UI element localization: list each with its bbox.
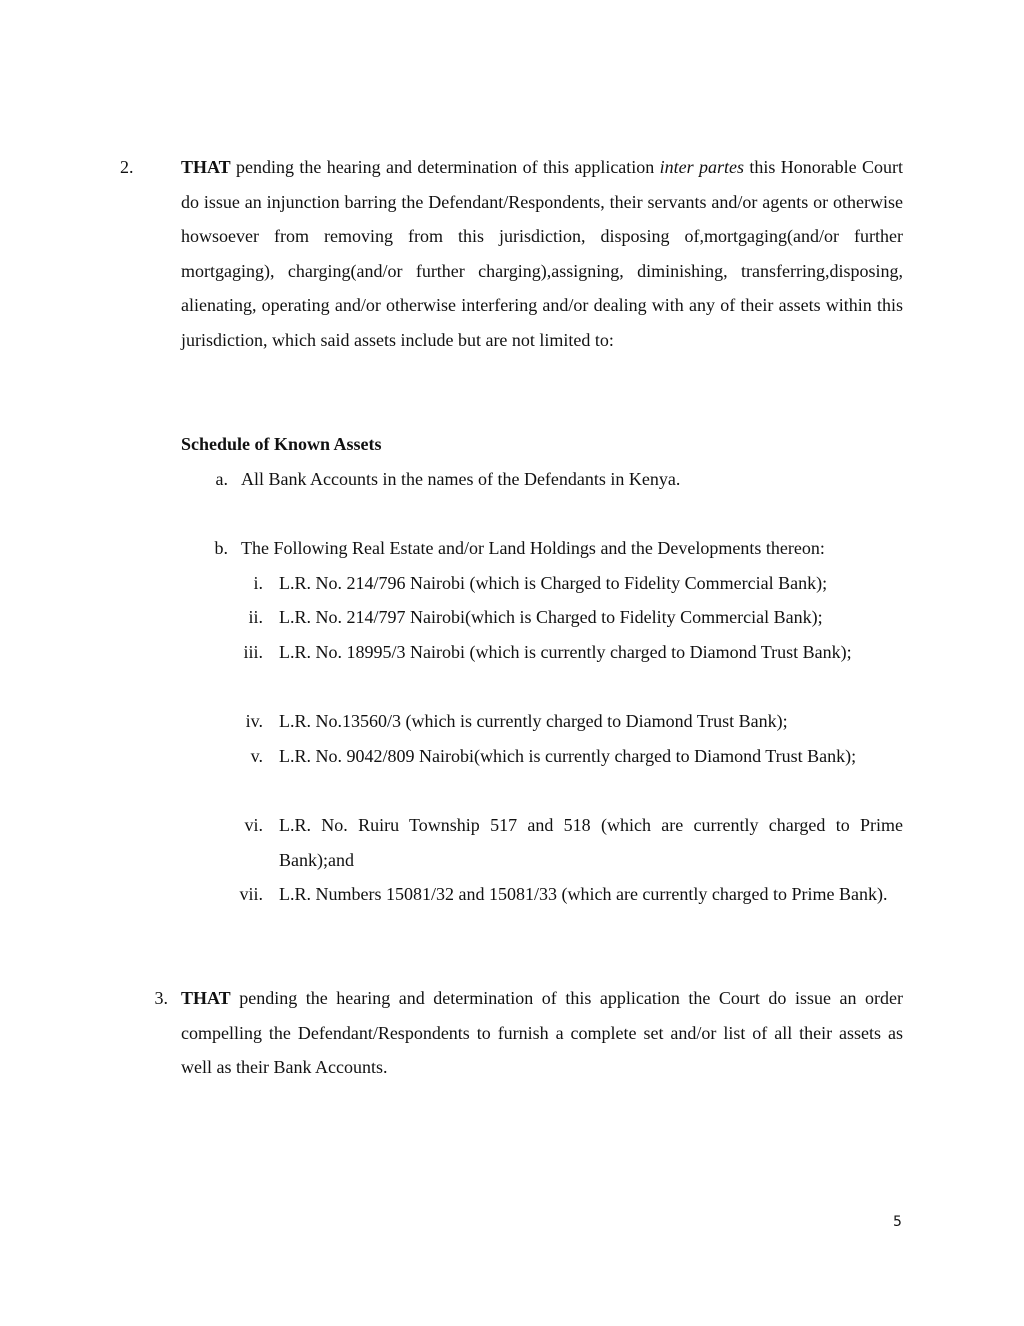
paragraph-2-text — [181, 150, 903, 358]
item-b-text: The Following Real Estate and/or Land Holdings and the Developments thereon: — [241, 538, 825, 558]
sub-item-marker: v. — [250, 746, 263, 766]
sub-item-marker: i. — [253, 573, 263, 593]
paragraph-3-lead: THAT — [181, 988, 231, 1008]
paragraph-2-number: 2. — [120, 157, 134, 177]
sub-item-marker: iii. — [243, 642, 263, 662]
sub-item-marker: iv. — [245, 711, 263, 731]
sub-item-text: L.R. No.13560/3 (which is currently charged to Diamond Trust Bank); — [279, 711, 788, 731]
schedule-heading — [181, 427, 382, 462]
sub-item-marker: vii. — [239, 884, 263, 904]
sub-item-marker: vi. — [244, 815, 263, 835]
sub-item-text: L.R. No. 214/796 Nairobi (which is Charged to Fidelity Commercial Bank); — [279, 573, 828, 593]
sub-item-text: L.R. No. 214/797 Nairobi(which is Charged to Fidelity Commercial Bank); — [279, 607, 823, 627]
paragraph-2-text-a: pending the hearing and determination of this application — [230, 157, 660, 177]
sub-item-text: L.R. No. Ruiru Township 517 and 518 (which are currently charged to Prime Bank);and — [279, 815, 903, 870]
item-b-marker: b. — [214, 538, 228, 558]
item-a-marker: a. — [215, 469, 228, 489]
paragraph-2-text-b: this Honorable Court do issue an injunction barring the Defendant/Respondents, their servants and/or agents or otherwise howsoever from removing from this jurisdiction, disposing of,mortgaging(and/or further mortgaging), charging(and/or further charging),assigning, diminishing, transferring,disposing, alienating, operating and/or otherwise interfering and/or dealing with any of their assets within this jurisdiction, which said assets include but are not limited to: — [181, 157, 904, 350]
sub-item-text: L.R. Numbers 15081/32 and 15081/33 (which are currently charged to Prime Bank). — [279, 884, 888, 904]
paragraph-2-lead: THAT — [181, 157, 231, 177]
sub-item-marker: ii. — [248, 607, 263, 627]
paragraph-2-italic: inter partes — [659, 157, 744, 177]
paragraph-3-text — [181, 981, 903, 1085]
item-a-text: All Bank Accounts in the names of the Defendants in Kenya. — [241, 469, 681, 489]
page-number: 5 — [893, 1214, 902, 1230]
schedule-heading-text: Schedule of Known Assets — [181, 434, 382, 454]
paragraph-3-body: pending the hearing and determination of this application the Court do issue an order compelling the Defendant/Respondents to furnish a complete set and/or list of all their assets as well as their Bank Accounts. — [181, 988, 903, 1078]
sub-item-text: L.R. No. 18995/3 Nairobi (which is currently charged to Diamond Trust Bank); — [279, 642, 852, 662]
paragraph-3-number: 3. — [154, 988, 168, 1008]
sub-item-text: L.R. No. 9042/809 Nairobi(which is currently charged to Diamond Trust Bank); — [279, 746, 857, 766]
